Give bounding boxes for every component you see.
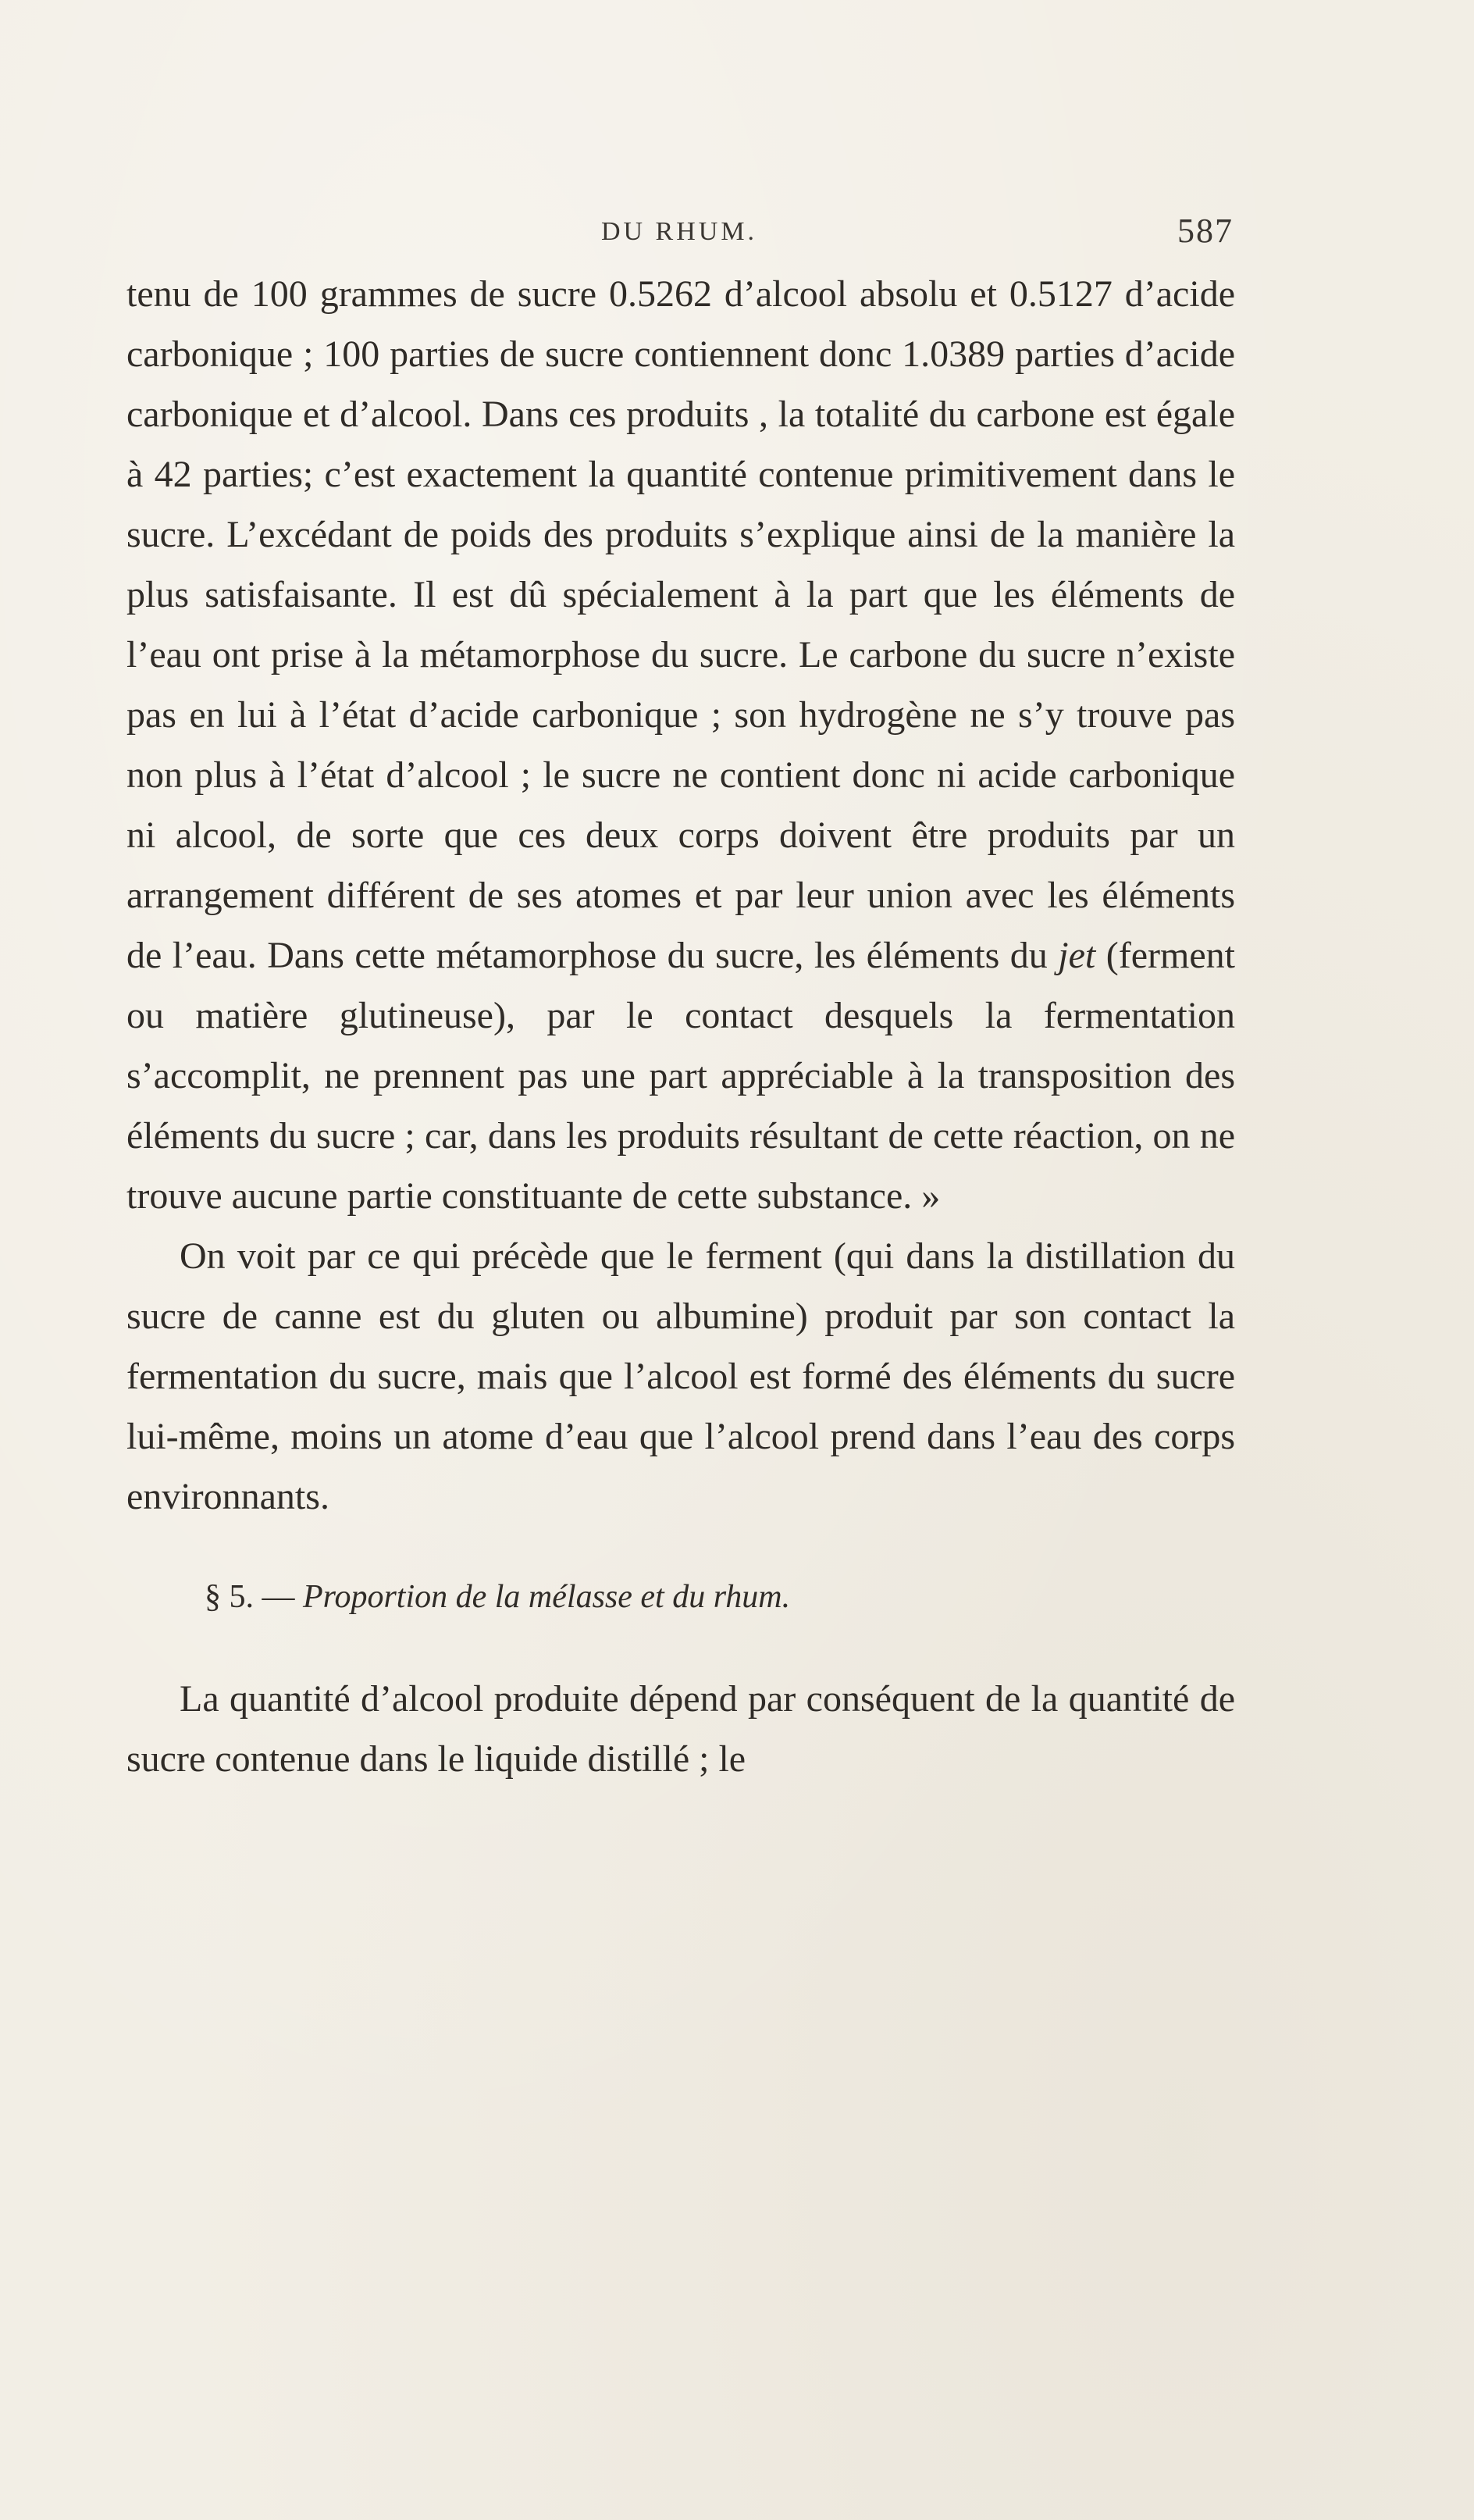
paragraph-text: tenu de 100 grammes de sucre 0.5262 d’alcool absolu et 0.5127 d’acide carbonique ; 100 parties de sucre contiennent donc 1.0389 parties d’acide carbonique et d’alcool. Dans ces produits , la totalité du carbone est égale à 42 parties; c’est exactement la quantité contenue primitivement dans le sucre. L’excédant de poids des produits s’explique ainsi de la manière la plus satisfaisante. Il est dû spécialement à la part que les éléments de l’eau ont prise à la métamorphose du sucre. Le carbone du sucre n’existe pas en lui à l’état d’acide carbonique ; son hydrogène ne s’y trouve pas non plus à l’état d’alcool ; le sucre ne contient donc ni acide carbonique ni alcool, de sorte que ces deux corps doivent être produits par un arrangement différent de ses atomes et par leur union avec les éléments de l’eau. Dans cette métamorphose du sucre, les éléments du xyxy=(126,273,1235,976)
paragraph-final: La quantité d’alcool produite dépend par conséquent de la quantité de sucre contenue dans le liquide distillé ; le xyxy=(126,1678,1235,1780)
section-title: Proportion de la mélasse et du rhum. xyxy=(303,1579,791,1615)
body-text xyxy=(126,264,1235,1789)
page-header xyxy=(125,211,1234,258)
running-title: DU RHUM. xyxy=(600,217,758,246)
page-number: 587 xyxy=(1177,212,1234,250)
paragraph: On voit par ce qui précède que le ferment (qui dans la distillation du sucre de canne est du gluten ou albumine) produit par son contact la fermentation du sucre, mais que l’alcool est formé des éléments du sucre lui-même, moins un atome d’eau que l’alcool prend dans l’eau des corps environnants. xyxy=(126,1235,1235,1517)
section-heading xyxy=(126,1574,1235,1620)
paragraph-continuation xyxy=(126,264,1235,1226)
paragraph-text-after: (ferment ou matière glutineuse), par le contact desquels la fermentation s’accomplit, ne prennent pas une part appréciable à la transposition des éléments du sucre ; car, dans les produits résultant de cette réaction, on ne trouve aucune partie constituante de cette substance. » xyxy=(126,935,1236,1217)
italic-term: jet xyxy=(1058,935,1096,976)
section-mark: § 5. — xyxy=(205,1579,295,1615)
